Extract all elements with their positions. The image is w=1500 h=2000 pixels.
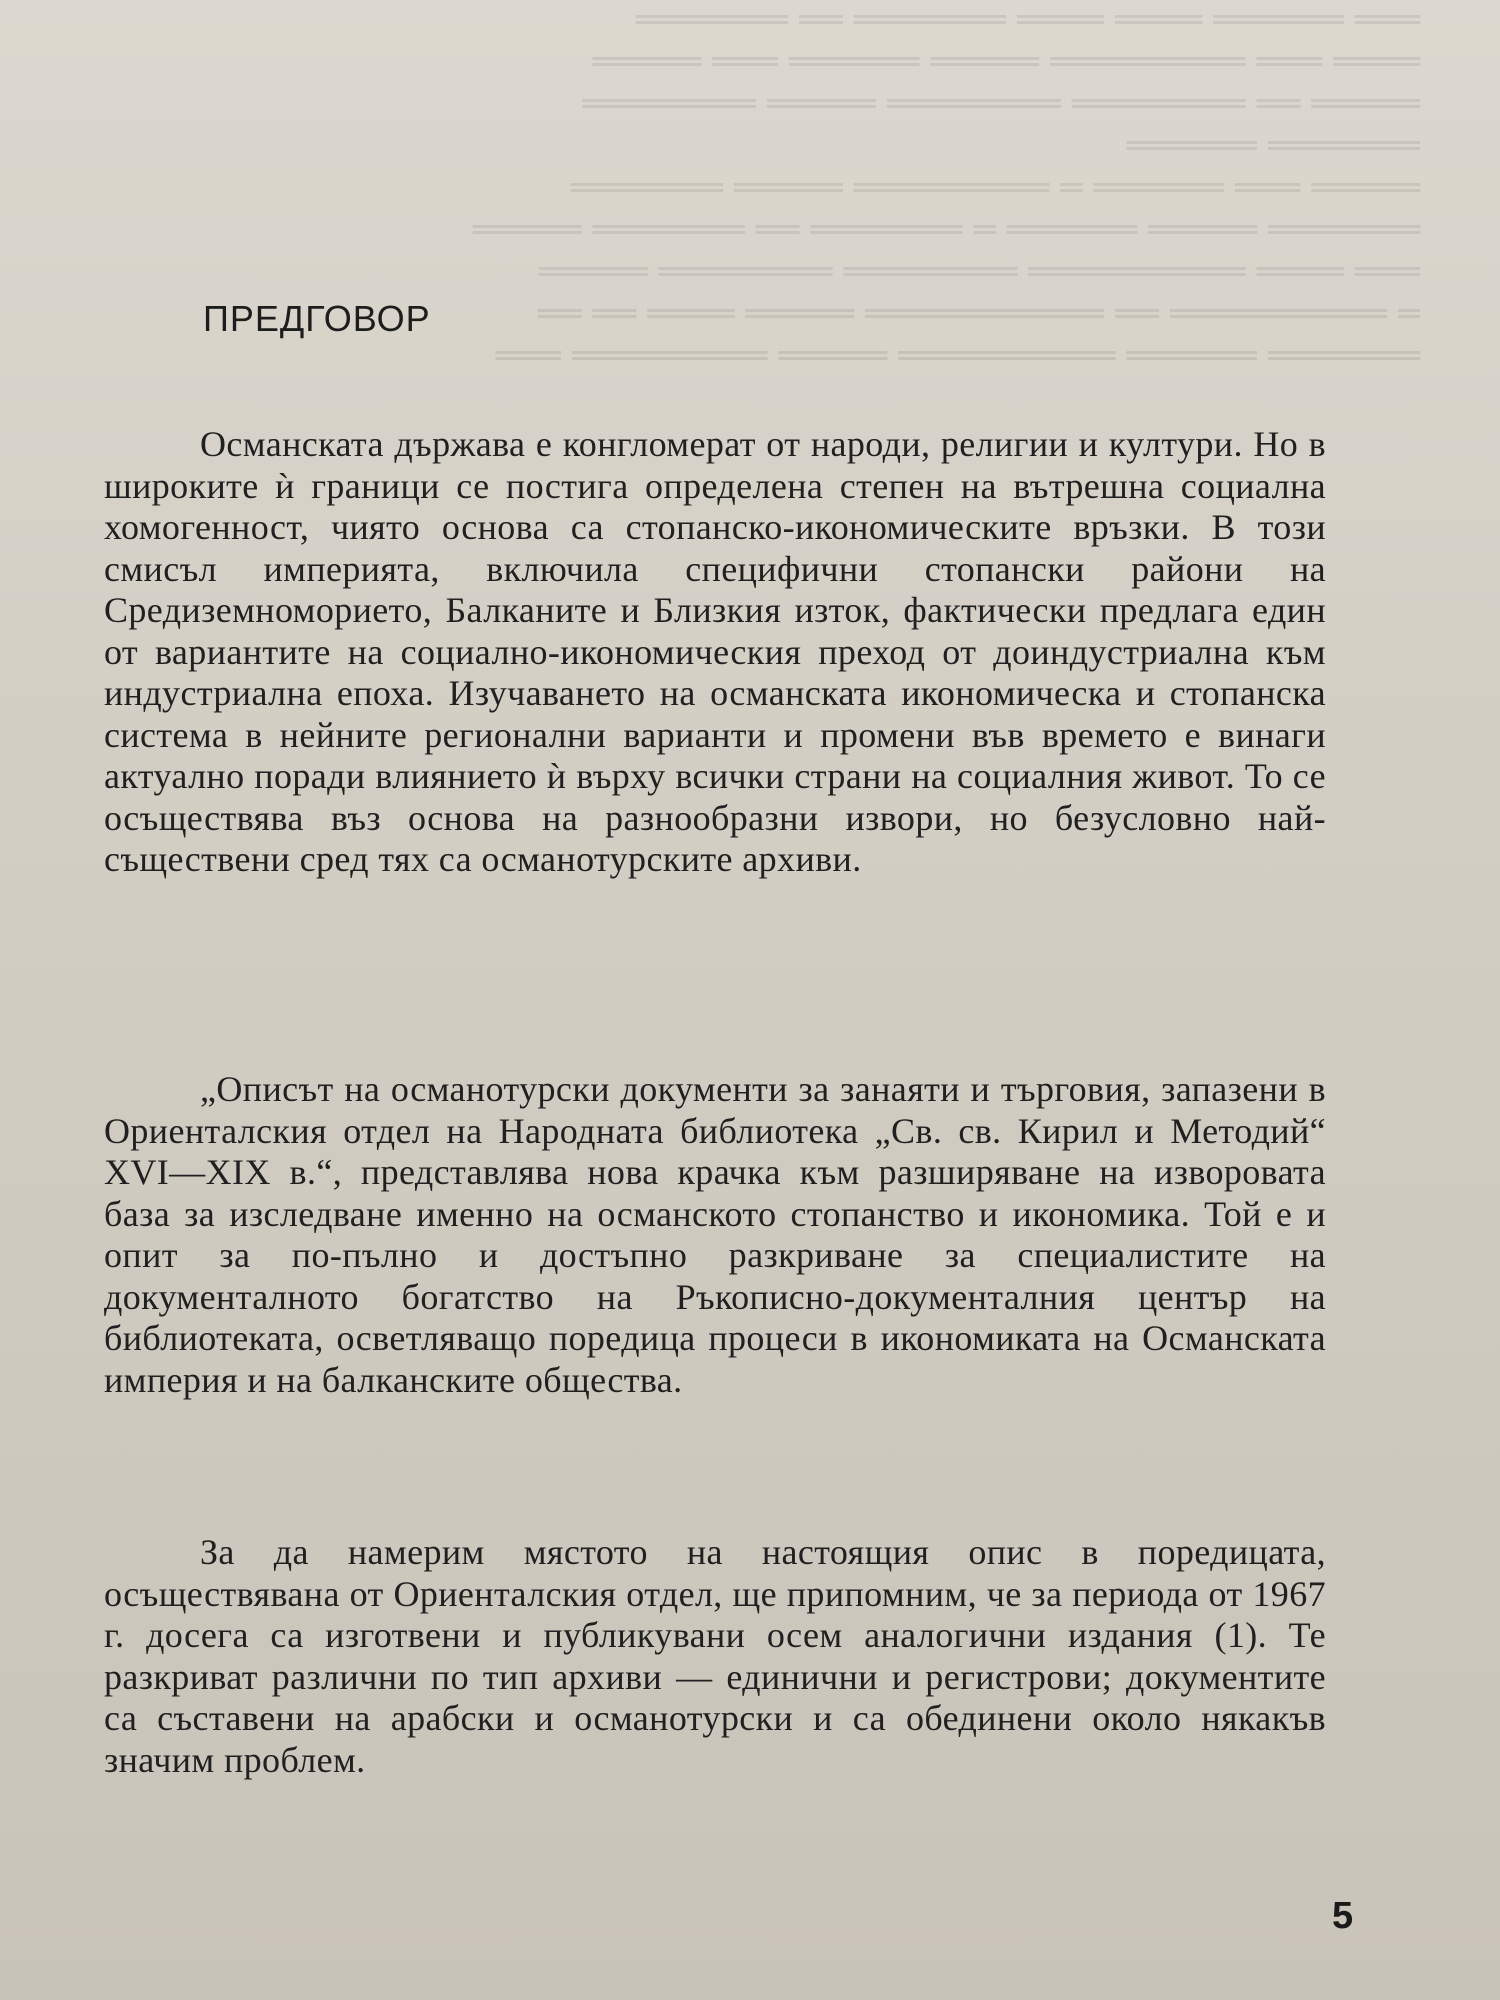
paragraph-text: За да намерим мястото на настоящия опис в поредицата, осъществявана от Ориенталския отдел, ще припомним, че за периода от 1967 г. досега са изготвени и публикувани осем аналогични издания (1). Те разкриват различни по тип архиви — единични и регистрови; документите са съставени на арабски и османотурски и са обединени около някакъв значим проблем. <box>104 1532 1326 1780</box>
show-through-texture: ═══ ══════ ════ ════ ═══════ ══ ═══════ ════ ═══ ═════════ ═════ ══════ ═══ ═════ ═════ ══ ════════ ════════ ═════ ════════ ═══════ ══════ ═════ ═══ ══════ ═ ═════════ ═════ ═══════ ═══════ ═════ ══════ ═ ═══════ ══ ═══════ ═════ ═══ ════ ══════════ ════════ ════════ ═════ ═ ══════════ ══ ═══════════ ═════ ════ ══ ══ ═══════ ══════ ══════════ ═════ ═════════ ═══ <box>472 0 1420 377</box>
page-number: 5 <box>1332 1895 1354 1937</box>
page-title: ПРЕДГОВОР <box>203 298 431 339</box>
paragraph-1 <box>104 424 1326 881</box>
paragraph-3 <box>104 1532 1326 1781</box>
paragraph-text: „Описът на османотурски документи за занаяти и търговия, запазени в Ориенталския отдел на Народната библиотека „Св. св. Кирил и Методий“ XVI—XIX в.“, представлява нова крачка към разширяване на изворовата база за изследване именно на османското стопанство и икономика. Той е и опит за по-пълно и достъпно разкриване за специалистите на документалното богатство на Ръкописно-документалния център на библиотеката, осветляващо поредица процеси в икономиката на Османската империя и на балканските общества. <box>104 1069 1326 1400</box>
paragraph-text: Османската държава е конгломерат от народи, религии и култури. Но в широките ѝ граници се постига определена степен на вътрешна социална хомогенност, чиято основа са стопанско-икономическите връзки. В този смисъл империята, включила специфични стопански райони на Средиземноморието, Балканите и Близкия изток, фактически предлага един от вариантите на социално-икономическия преход от доиндустриална към индустриална епоха. Изучаването на османската икономическа и стопанска система в нейните регионални варианти и промени във времето е винаги актуално поради влиянието ѝ върху всички страни на социалния живот. То се осъществява въз основа на разнообразни извори, но безусловно най-съществени сред тях са османотурските архиви. <box>104 424 1326 879</box>
paragraph-2 <box>104 1069 1326 1401</box>
